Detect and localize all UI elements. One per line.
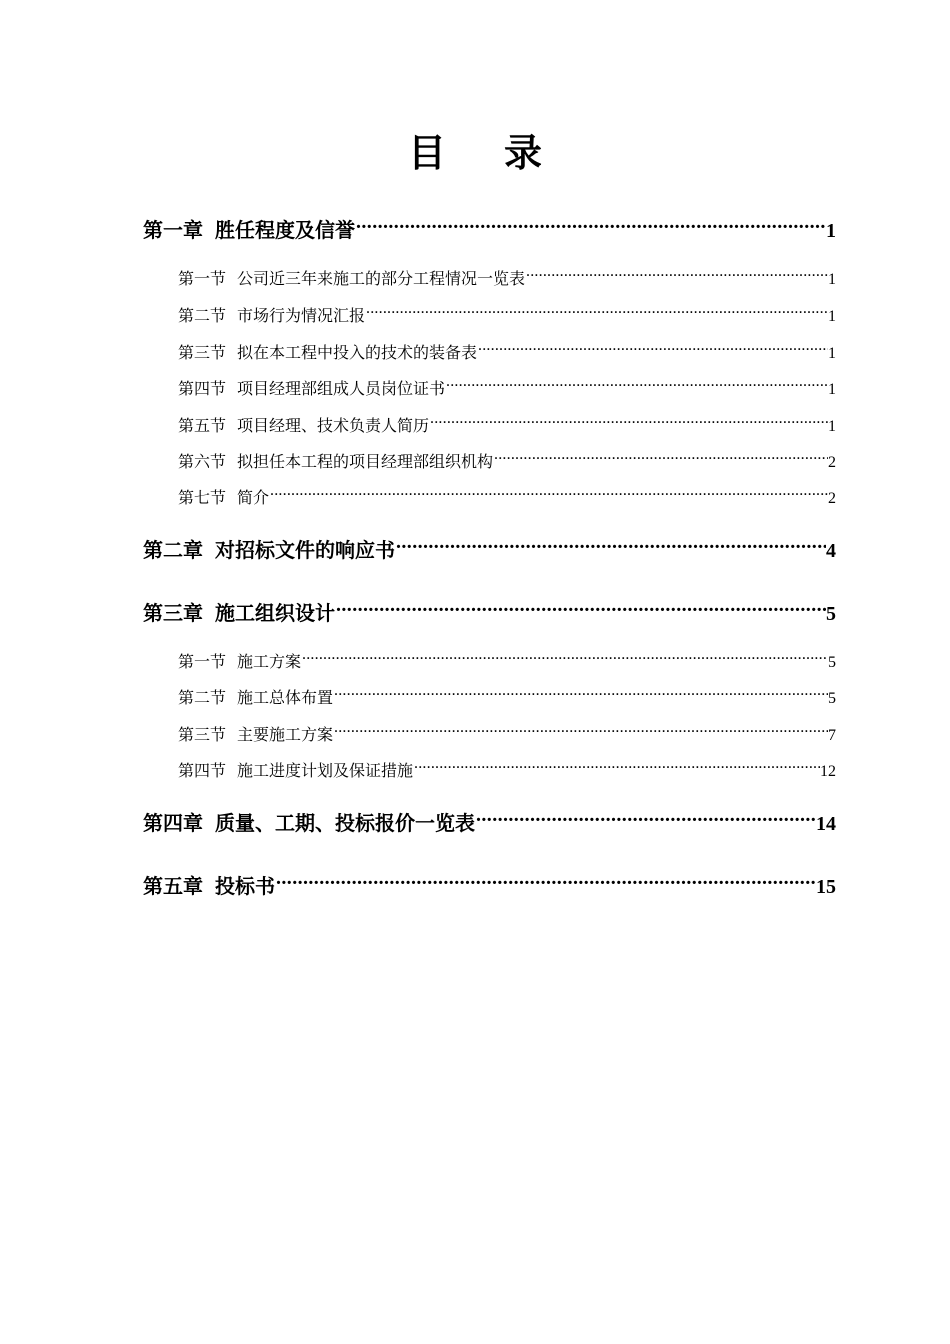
- toc-chapter-number: 第三章: [143, 601, 203, 625]
- toc-section-number: 第七节: [178, 488, 227, 507]
- toc-section-number: 第一节: [178, 652, 227, 671]
- toc-section-title: 市场行为情况汇报: [237, 306, 366, 325]
- toc-chapter-1[interactable]: [143, 207, 836, 242]
- toc-dot-leader: [365, 297, 828, 321]
- toc-section-number: 第五节: [178, 416, 227, 435]
- toc-page-number: 2: [828, 490, 836, 507]
- toc-dot-leader: [335, 590, 826, 620]
- toc-chapter-2[interactable]: [143, 527, 836, 562]
- toc-page-number: 1: [828, 271, 836, 288]
- toc-chapter-title: 胜任程度及信誉: [215, 218, 355, 242]
- toc-dot-leader: [333, 716, 828, 740]
- toc-section-1-3[interactable]: [178, 334, 836, 362]
- toc-section-title: 施工方案: [237, 652, 302, 671]
- toc-page-number: 4: [826, 540, 836, 562]
- toc-section-3-2[interactable]: [178, 679, 836, 707]
- page-title: [0, 128, 950, 178]
- toc-dot-leader: [413, 752, 820, 776]
- toc-dot-leader: [395, 527, 826, 557]
- toc-section-number: 第二节: [178, 306, 227, 325]
- toc-page-number: 1: [828, 418, 836, 435]
- toc-chapter-title: 投标书: [215, 874, 275, 898]
- toc-section-number: 第四节: [178, 379, 227, 398]
- toc-section-number: 第二节: [178, 688, 227, 707]
- toc-chapter-title: 施工组织设计: [215, 601, 335, 625]
- toc-page-number: 5: [828, 690, 836, 707]
- toc-section-title: 项目经理、技术负责人简历: [237, 416, 430, 435]
- toc-page-number: 1: [828, 345, 836, 362]
- toc-section-title: 拟担任本工程的项目经理部组织机构: [237, 452, 494, 471]
- toc-section-number: 第六节: [178, 452, 227, 471]
- toc-dot-leader: [301, 643, 828, 667]
- toc-dot-leader: [525, 260, 828, 284]
- toc-section-1-6[interactable]: [178, 443, 836, 471]
- toc-chapter-number: 第一章: [143, 218, 203, 242]
- toc-section-title: 主要施工方案: [237, 725, 334, 744]
- toc-chapter-title: 对招标文件的响应书: [215, 538, 395, 562]
- toc-page-number: 12: [820, 763, 836, 780]
- toc-page-number: 5: [828, 654, 836, 671]
- toc-section-number: 第四节: [178, 761, 227, 780]
- toc-section-number: 第三节: [178, 343, 227, 362]
- toc-dot-leader: [477, 334, 828, 358]
- toc-section-number: 第三节: [178, 725, 227, 744]
- toc-chapter-number: 第二章: [143, 538, 203, 562]
- toc-section-1-5[interactable]: [178, 407, 836, 435]
- toc-section-number: 第一节: [178, 269, 227, 288]
- toc-page-number: 14: [816, 813, 836, 835]
- toc-dot-leader: [493, 443, 828, 467]
- toc-chapter-3[interactable]: [143, 590, 836, 625]
- toc-section-1-1[interactable]: [178, 260, 836, 288]
- toc-section-title: 简介: [237, 488, 270, 507]
- toc-page-number: 5: [826, 603, 836, 625]
- toc-chapter-4[interactable]: [143, 800, 836, 835]
- toc-section-1-4[interactable]: [178, 370, 836, 398]
- toc-chapter-title: 质量、工期、投标报价一览表: [215, 811, 475, 835]
- toc-page-number: 1: [828, 308, 836, 325]
- toc-dot-leader: [429, 407, 828, 431]
- toc-section-title: 项目经理部组成人员岗位证书: [237, 379, 446, 398]
- toc-dot-leader: [475, 800, 816, 830]
- toc-chapter-5[interactable]: [143, 863, 836, 898]
- toc-page-number: 1: [826, 220, 836, 242]
- toc-dot-leader: [269, 479, 828, 503]
- title-char-1: 目: [407, 131, 446, 175]
- toc-section-3-3[interactable]: [178, 716, 836, 744]
- toc-chapter-number: 第五章: [143, 874, 203, 898]
- toc-section-3-4[interactable]: [178, 752, 836, 780]
- toc-dot-leader: [333, 679, 828, 703]
- toc-dot-leader: [445, 370, 828, 394]
- toc-chapter-number: 第四章: [143, 811, 203, 835]
- title-char-2: 录: [504, 131, 543, 175]
- toc-page-number: 7: [828, 727, 836, 744]
- toc-dot-leader: [275, 863, 816, 893]
- toc-page-number: 2: [828, 454, 836, 471]
- toc-section-title: 公司近三年来施工的部分工程情况一览表: [237, 269, 526, 288]
- toc-section-1-7[interactable]: [178, 479, 836, 507]
- toc-page-number: 1: [828, 381, 836, 398]
- toc-section-1-2[interactable]: [178, 297, 836, 325]
- toc-section-title: 施工进度计划及保证措施: [237, 761, 414, 780]
- toc-dot-leader: [355, 207, 826, 237]
- toc-section-title: 拟在本工程中投入的技术的装备表: [237, 343, 478, 362]
- toc-section-title: 施工总体布置: [237, 688, 334, 707]
- toc-page-number: 15: [816, 876, 836, 898]
- toc-section-3-1[interactable]: [178, 643, 836, 671]
